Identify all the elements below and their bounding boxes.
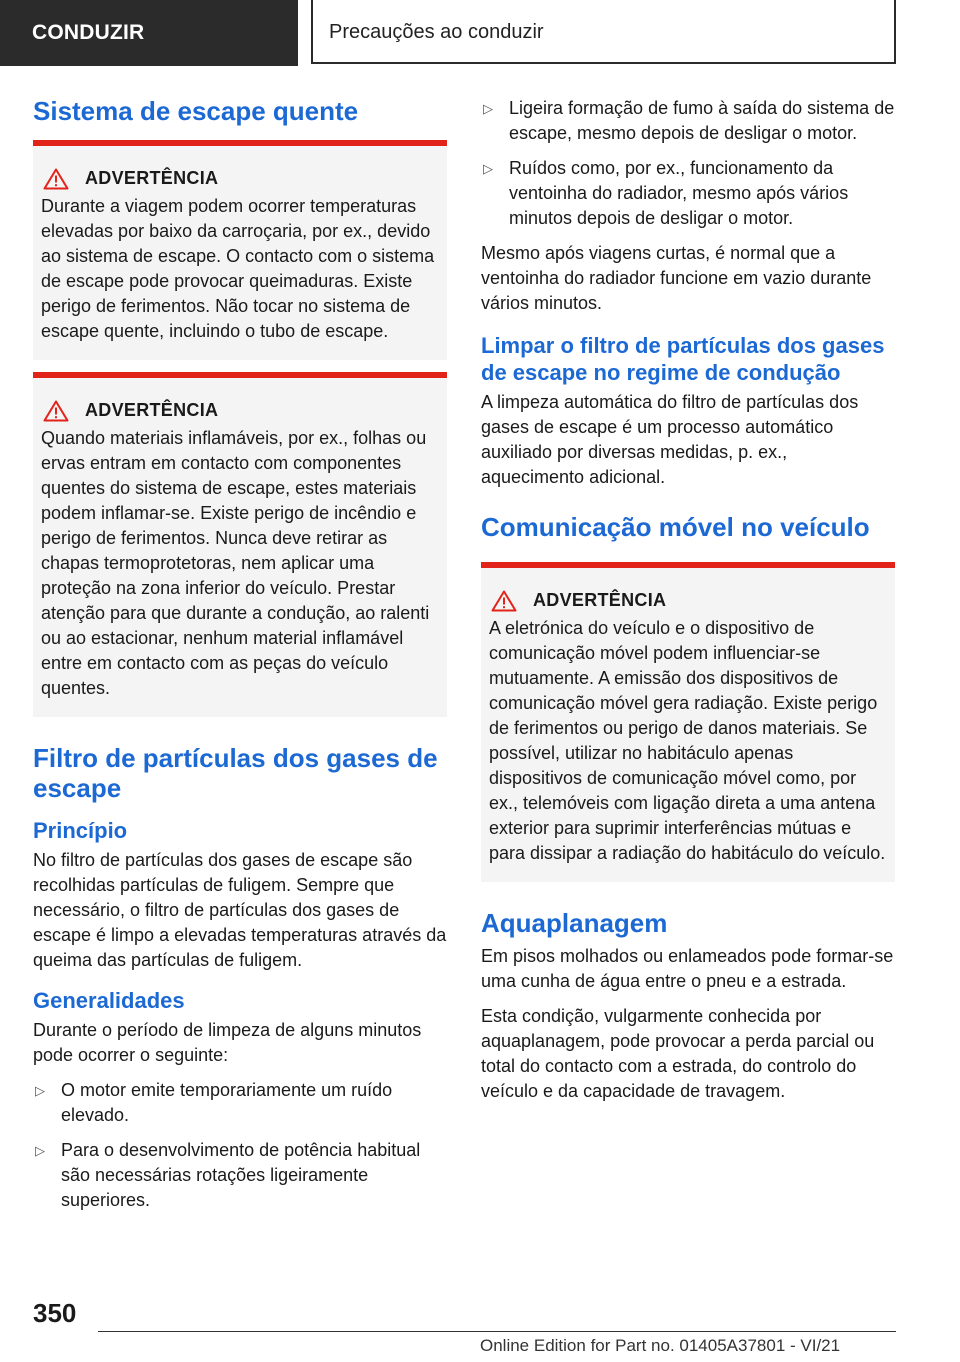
- triangle-bullet-icon: ▷: [483, 101, 493, 116]
- right-column: [481, 96, 895, 1114]
- warning-title: ADVERTÊNCIA: [41, 398, 439, 423]
- heading-principle: Princípio: [33, 818, 128, 843]
- edition-text: Online Edition for Part no. 01405A37801 - VI/21: [480, 1336, 841, 1355]
- paragraph-principle: No filtro de partículas dos gases de escape são recolhidas partículas de fuligem. Sempre que necessário, o filtro de partículas dos gases de escape é limpo a elevadas temperaturas através da queima das partículas de fuligem.: [33, 850, 447, 970]
- list-item: ▷ O motor emite temporariamente um ruído elevado.: [35, 1080, 393, 1125]
- heading-mobile-communication: Comunicação móvel no veículo: [481, 512, 870, 542]
- warning-text: Durante a viagem podem ocorrer temperaturas elevadas por baixo da carroçaria, por ex., devido ao sistema de escape. O contacto com o sistema de escape pode provocar queimaduras. Existe perigo de ferimentos. Não tocar no sistema de escape quente, incluindo o tubo de escape.: [41, 196, 435, 341]
- warning-triangle-icon: [43, 400, 69, 422]
- list-item: ▷ Para o desenvolvimento de potência habitual são necessárias rotações ligeiramente superiores.: [35, 1140, 421, 1210]
- heading-particle-filter: Filtro de partículas dos gases de escape: [33, 743, 438, 803]
- bullet-list: [481, 96, 895, 231]
- triangle-bullet-icon: ▷: [35, 1083, 45, 1098]
- warning-box-burns: [33, 140, 447, 360]
- warning-text: A eletrónica do veículo e o dispositivo de comunicação móvel podem influenciar-se mutuamente. A emissão dos dispositivos de comunicação móvel gera radiação. Existe perigo de ferimentos ou perigo de danos materiais. Se possível, utilizar no habitáculo apenas dispositivos de comunicação móvel como, por ex., telemóveis com ligação direta a uma antena exterior para suprimir interferências mútuas e para dissipar a radiação do habitáculo do veículo.: [489, 618, 886, 863]
- paragraph-aquaplaning-2: Esta condição, vulgarmente conhecida por aquaplanagem, pode provocar a perda parcial ou total do contacto com a estrada, do controlo do veículo e da capacidade de travagem.: [481, 1006, 875, 1101]
- paragraph-clean: A limpeza automática do filtro de partículas dos gases de escape é um processo automático auxiliado por diversas medidas, p. ex., aquecimento adicional.: [481, 392, 859, 487]
- warning-text: Quando materiais inflamáveis, por ex., folhas ou ervas entram em contacto com componentes quentes do sistema de escape, estes materiais podem inflamar-se. Existe perigo de incêndio e perigo de ferimentos. Nunca deve retirar as chapas termoprotetoras, nem aplicar uma proteção na zona inferior do veículo. Prestar atenção para que durante a condução, ao ralenti ou ao estacionar, nenhum material inflamável entre em contacto com as peças do veículo quentes.: [41, 428, 430, 698]
- list-item: ▷ Ligeira formação de fumo à saída do sistema de escape, mesmo depois de desligar o motor.: [483, 98, 895, 143]
- triangle-bullet-icon: ▷: [35, 1143, 45, 1158]
- warning-box-fire: [33, 372, 447, 717]
- paragraph-aquaplaning-1: Em pisos molhados ou enlameados pode formar-se uma cunha de água entre o pneu e a estrada.: [481, 946, 894, 991]
- page-number: 350: [33, 1298, 77, 1328]
- bullet-list: [33, 1078, 447, 1213]
- warning-box-mobile: [481, 562, 895, 882]
- section-label: CONDUZIR: [0, 0, 298, 66]
- heading-clean-filter: Limpar o filtro de partículas dos gases de escape no regime de condução: [481, 333, 885, 385]
- heading-hot-exhaust: Sistema de escape quente: [33, 96, 359, 126]
- warning-triangle-icon: [491, 590, 517, 612]
- heading-aquaplaning: Aquaplanagem: [481, 908, 668, 938]
- chapter-title: Precauções ao conduzir: [311, 0, 896, 64]
- warning-title: ADVERTÊNCIA: [41, 166, 439, 191]
- triangle-bullet-icon: ▷: [483, 161, 493, 176]
- paragraph-fan: Mesmo após viagens curtas, é normal que a ventoinha do radiador funcione em vazio durante vários minutos.: [481, 243, 872, 313]
- warning-title: ADVERTÊNCIA: [489, 588, 887, 613]
- list-item: ▷ Ruídos como, por ex., funcionamento da ventoinha do radiador, mesmo após vários minutos depois de desligar o motor.: [483, 158, 849, 228]
- paragraph-general: Durante o período de limpeza de alguns minutos pode ocorrer o seguinte:: [33, 1020, 422, 1065]
- page-header: [0, 0, 960, 68]
- warning-triangle-icon: [43, 168, 69, 190]
- left-column: [33, 96, 447, 1223]
- heading-general: Generalidades: [33, 988, 185, 1013]
- footer-divider: [98, 1331, 896, 1332]
